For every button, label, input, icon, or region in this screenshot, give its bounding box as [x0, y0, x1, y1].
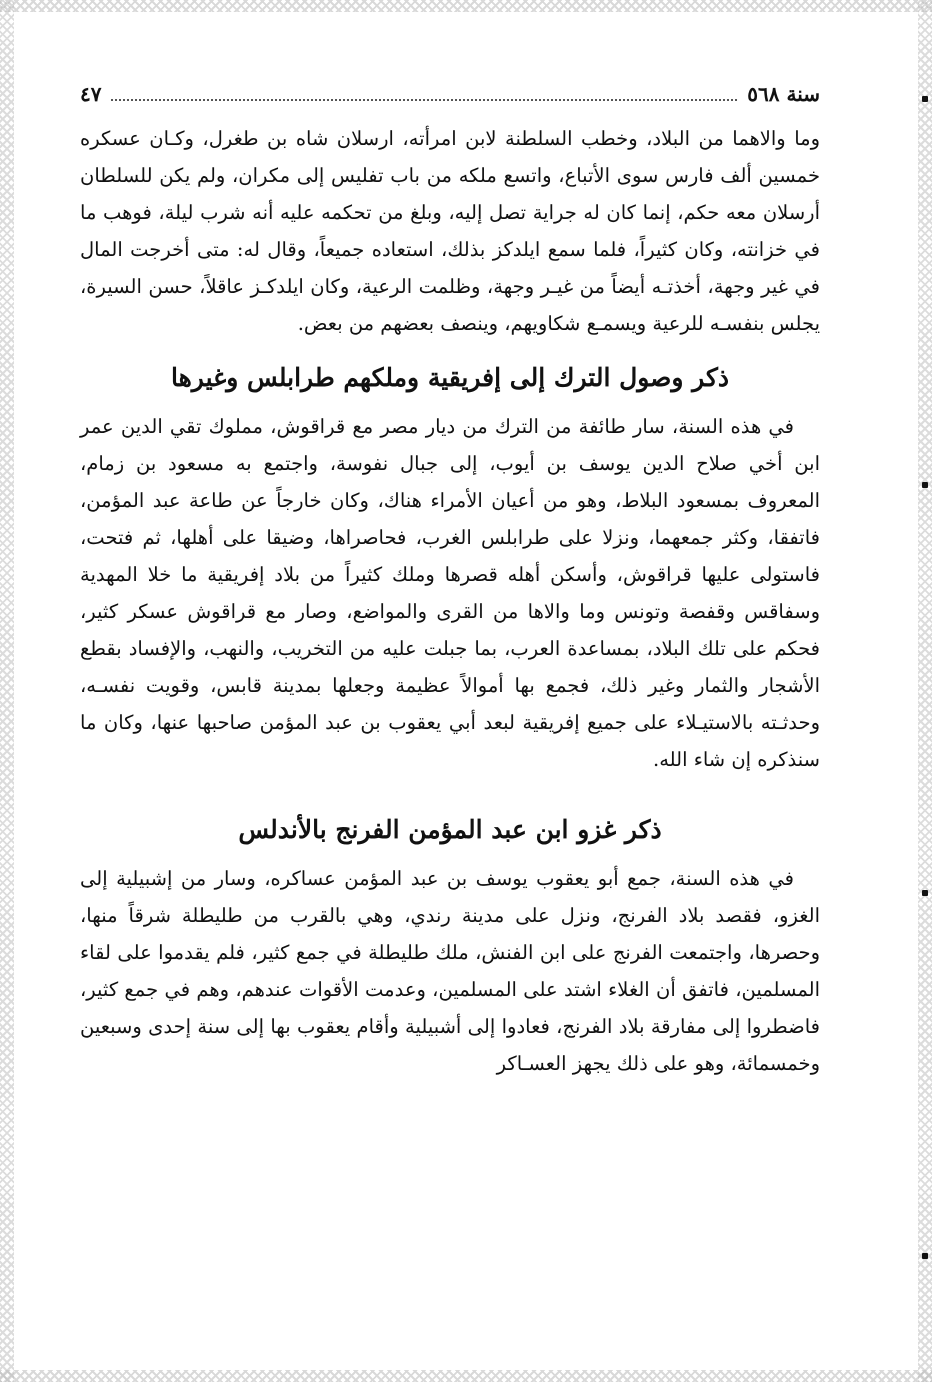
- margin-mark: [922, 890, 928, 896]
- page-number: ٤٧: [80, 82, 102, 106]
- book-page: [80, 82, 820, 1082]
- decorative-border-left: [0, 0, 14, 1382]
- margin-mark: [922, 96, 928, 102]
- margin-mark: [922, 482, 928, 488]
- section-heading-andalus: ذكر غزو ابن عبد المؤمن الفرنج بالأندلس: [238, 815, 662, 844]
- paragraph-continued: وما والاهما من البلاد، وخطب السلطنة لابن امرأته، ارسلان شاه بن طغرل، وكـان عسكره خمسين ألف فارس سوى الأتباع، واتسع ملكه من باب تفليس إلى مكران، ولم يكن للسلطان أرسلان معه حكم، إنما كان له جراية تصل إليه، وبلغ من تحكمه عليه أنه شرب ليلة، فوهب ما في خزانته، وكان كثيراً، فلما سمع ايلدكز بذلك، استعاده جميعاً، وقال له: متى أخرجت المال في غير وجهة، أخذتـه أيضاً من غيـر وجهة، وظلمت الرعية، وكان ايلدكـز عاقلاً، حسن السيرة، يجلس بنفسـه للرعية ويسمـع شكاويهم، وينصف بعضهم من بعض.: [80, 127, 820, 335]
- section-heading-turks-ifriqiya: ذكر وصول الترك إلى إفريقية وملكهم طرابلس وغيرها: [170, 363, 730, 392]
- dotted-leader: [111, 85, 737, 101]
- paragraph-turks-ifriqiya: في هذه السنة، سار طائفة من الترك من ديار مصر مع قراقوش، مملوك تقي الدين عمر ابن أخي صلاح الدين يوسف بن أيوب، إلى جبال نفوسة، واجتمع به مسعود بن زمام، المعروف بمسعود البلاط، وهو من أعيان الأمراء هناك، وكان خارجاً عن طاعة عبد المؤمن، فاتفقا، وكثر جمعهما، ونزلا على طرابلس الغرب، فحاصراها، وضيقا على أهلها، ثم فتحت، فاستولى عليها قراقوش، وأسكن أهله قصرها وملك كثيراً من بلاد إفريقية ما خلا المهدية وسفاقس وقفصة وتونس وما والاها من القرى والمواضع، وصار مع قراقوش عسكر كثير، فحكم على تلك البلاد، بمساعدة العرب، بما جبلت عليه من التخريب، والنهب، والإفساد بقطع الأشجار والثمار وغير ذلك، فجمع بها أموالاً عظيمة وجعلها بمدينة قابس، وقويت نفسـه، وحدثـته بالاستيـلاء على جميع إفريقية لبعد أبي يعقوب بن عبد المؤمن صاحبها عنها، وكان ما سنذكره إن شاء الله.: [80, 415, 820, 771]
- decorative-border-top: [0, 0, 932, 12]
- paragraph-andalus: في هذه السنة، جمع أبو يعقوب يوسف بن عبد المؤمن عساكره، وسار من إشبيلية إلى الغزو، فقصد بلاد الفرنج، ونزل على مدينة رندي، وهي بالقرب من طليطلة شرقاً منها، وحصرها، واجتمعت الفرنج على ابن الفنش، ملك طليطلة في جمع كثير، فلم يقدموا على لقاء المسلمين، فاتفق أن الغلاء اشتد على المسلمين، وعدمت الأقوات عندهم، وهم في جمع كثير، فاضطروا إلى مفارقة بلاد الفرنج، فعادوا إلى أشبيلية وأقام يعقوب بها إلى سنة إحدى وسبعين وخمسمائة، وهو على ذلك يجهز العسـاكر: [80, 867, 820, 1075]
- decorative-border-right: [918, 0, 932, 1382]
- decorative-border-bottom: [0, 1370, 932, 1382]
- running-head: [80, 82, 820, 112]
- running-head-year: سنة ٥٦٨: [747, 82, 820, 106]
- margin-mark: [922, 1253, 928, 1259]
